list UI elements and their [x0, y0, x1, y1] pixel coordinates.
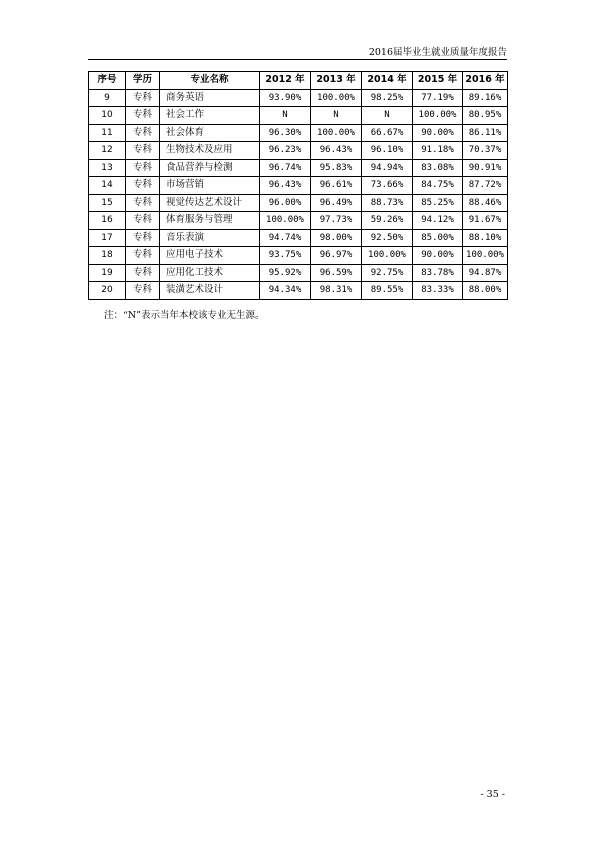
cell-2015: 85.00% — [413, 229, 463, 247]
column-header-major: 专业名称 — [160, 72, 260, 90]
cell-2016: 87.72% — [463, 177, 508, 195]
cell-2015: 90.00% — [413, 247, 463, 265]
table-row — [89, 282, 508, 300]
cell-2012: 96.74% — [260, 159, 311, 177]
cell-2014: 98.25% — [362, 89, 413, 107]
cell-2015: 91.18% — [413, 142, 463, 160]
cell-degree: 专科 — [126, 107, 160, 125]
cell-2015: 85.25% — [413, 194, 463, 212]
cell-2012: 94.74% — [260, 229, 311, 247]
cell-2015: 83.33% — [413, 282, 463, 300]
cell-2015: 100.00% — [413, 107, 463, 125]
cell-2016: 94.87% — [463, 264, 508, 282]
cell-2014: 89.55% — [362, 282, 413, 300]
cell-seq: 14 — [89, 177, 126, 195]
cell-seq: 20 — [89, 282, 126, 300]
cell-degree: 专科 — [126, 282, 160, 300]
cell-degree: 专科 — [126, 194, 160, 212]
cell-major: 生物技术及应用 — [160, 142, 260, 160]
cell-2012: 93.90% — [260, 89, 311, 107]
cell-2012: 95.92% — [260, 264, 311, 282]
cell-degree: 专科 — [126, 159, 160, 177]
cell-2015: 77.19% — [413, 89, 463, 107]
employment-rate-table — [88, 71, 508, 300]
cell-2014: 59.26% — [362, 212, 413, 230]
column-header-2016: 2016 年 — [463, 72, 508, 90]
cell-2016: 88.46% — [463, 194, 508, 212]
cell-2012: N — [260, 107, 311, 125]
table-row — [89, 89, 508, 107]
cell-2015: 90.00% — [413, 124, 463, 142]
table-footnote: 注：“N”表示当年本校该专业无生源。 — [104, 310, 265, 321]
cell-2014: 92.50% — [362, 229, 413, 247]
cell-seq: 15 — [89, 194, 126, 212]
cell-2016: 70.37% — [463, 142, 508, 160]
cell-major: 社会体育 — [160, 124, 260, 142]
cell-2015: 83.08% — [413, 159, 463, 177]
cell-2014: 73.66% — [362, 177, 413, 195]
cell-2013: 96.97% — [311, 247, 362, 265]
column-header-2015: 2015 年 — [413, 72, 463, 90]
table-row — [89, 107, 508, 125]
table-row — [89, 229, 508, 247]
cell-seq: 11 — [89, 124, 126, 142]
cell-major: 视觉传达艺术设计 — [160, 194, 260, 212]
cell-2013: 100.00% — [311, 89, 362, 107]
column-header-2014: 2014 年 — [362, 72, 413, 90]
cell-degree: 专科 — [126, 264, 160, 282]
cell-2016: 86.11% — [463, 124, 508, 142]
cell-seq: 16 — [89, 212, 126, 230]
cell-2012: 96.00% — [260, 194, 311, 212]
table-row — [89, 177, 508, 195]
cell-2013: 96.59% — [311, 264, 362, 282]
table-row — [89, 247, 508, 265]
table-row — [89, 194, 508, 212]
cell-major: 应用化工技术 — [160, 264, 260, 282]
cell-2013: 96.61% — [311, 177, 362, 195]
cell-2012: 100.00% — [260, 212, 311, 230]
table-row — [89, 264, 508, 282]
cell-2013: 95.83% — [311, 159, 362, 177]
cell-2013: N — [311, 107, 362, 125]
cell-degree: 专科 — [126, 89, 160, 107]
cell-degree: 专科 — [126, 177, 160, 195]
cell-2013: 96.49% — [311, 194, 362, 212]
cell-2012: 94.34% — [260, 282, 311, 300]
cell-2014: N — [362, 107, 413, 125]
cell-degree: 专科 — [126, 212, 160, 230]
cell-degree: 专科 — [126, 124, 160, 142]
table-body — [89, 89, 508, 299]
cell-seq: 18 — [89, 247, 126, 265]
column-header-2013: 2013 年 — [311, 72, 362, 90]
cell-2016: 91.67% — [463, 212, 508, 230]
column-header-2012: 2012 年 — [260, 72, 311, 90]
cell-seq: 19 — [89, 264, 126, 282]
cell-2015: 84.75% — [413, 177, 463, 195]
cell-2012: 96.30% — [260, 124, 311, 142]
cell-seq: 10 — [89, 107, 126, 125]
cell-major: 市场营销 — [160, 177, 260, 195]
cell-2016: 90.91% — [463, 159, 508, 177]
cell-2015: 83.78% — [413, 264, 463, 282]
header-divider — [88, 59, 507, 60]
cell-2013: 97.73% — [311, 212, 362, 230]
cell-seq: 9 — [89, 89, 126, 107]
cell-major: 音乐表演 — [160, 229, 260, 247]
cell-major: 食品营养与检测 — [160, 159, 260, 177]
cell-degree: 专科 — [126, 142, 160, 160]
cell-2012: 96.43% — [260, 177, 311, 195]
cell-2016: 88.00% — [463, 282, 508, 300]
cell-2013: 100.00% — [311, 124, 362, 142]
cell-2014: 88.73% — [362, 194, 413, 212]
cell-major: 商务英语 — [160, 89, 260, 107]
cell-2013: 98.31% — [311, 282, 362, 300]
cell-major: 体育服务与管理 — [160, 212, 260, 230]
cell-seq: 17 — [89, 229, 126, 247]
cell-2016: 88.10% — [463, 229, 508, 247]
table-row — [89, 212, 508, 230]
cell-seq: 12 — [89, 142, 126, 160]
cell-major: 应用电子技术 — [160, 247, 260, 265]
cell-2016: 89.16% — [463, 89, 508, 107]
column-header-degree: 学历 — [126, 72, 160, 90]
cell-2014: 94.94% — [362, 159, 413, 177]
cell-2014: 96.10% — [362, 142, 413, 160]
column-header-seq: 序号 — [89, 72, 126, 90]
cell-2015: 94.12% — [413, 212, 463, 230]
cell-2013: 96.43% — [311, 142, 362, 160]
cell-2012: 96.23% — [260, 142, 311, 160]
cell-degree: 专科 — [126, 247, 160, 265]
cell-2016: 80.95% — [463, 107, 508, 125]
cell-2014: 100.00% — [362, 247, 413, 265]
table-row — [89, 142, 508, 160]
cell-2012: 93.75% — [260, 247, 311, 265]
table-row — [89, 159, 508, 177]
cell-2014: 92.75% — [362, 264, 413, 282]
page-number: - 35 - — [480, 789, 505, 800]
table-header-row — [89, 72, 508, 90]
table-row — [89, 124, 508, 142]
cell-2016: 100.00% — [463, 247, 508, 265]
cell-2013: 98.00% — [311, 229, 362, 247]
cell-major: 装潢艺术设计 — [160, 282, 260, 300]
cell-degree: 专科 — [126, 229, 160, 247]
cell-2014: 66.67% — [362, 124, 413, 142]
report-header-title: 2016届毕业生就业质量年度报告 — [368, 47, 507, 58]
cell-seq: 13 — [89, 159, 126, 177]
cell-major: 社会工作 — [160, 107, 260, 125]
